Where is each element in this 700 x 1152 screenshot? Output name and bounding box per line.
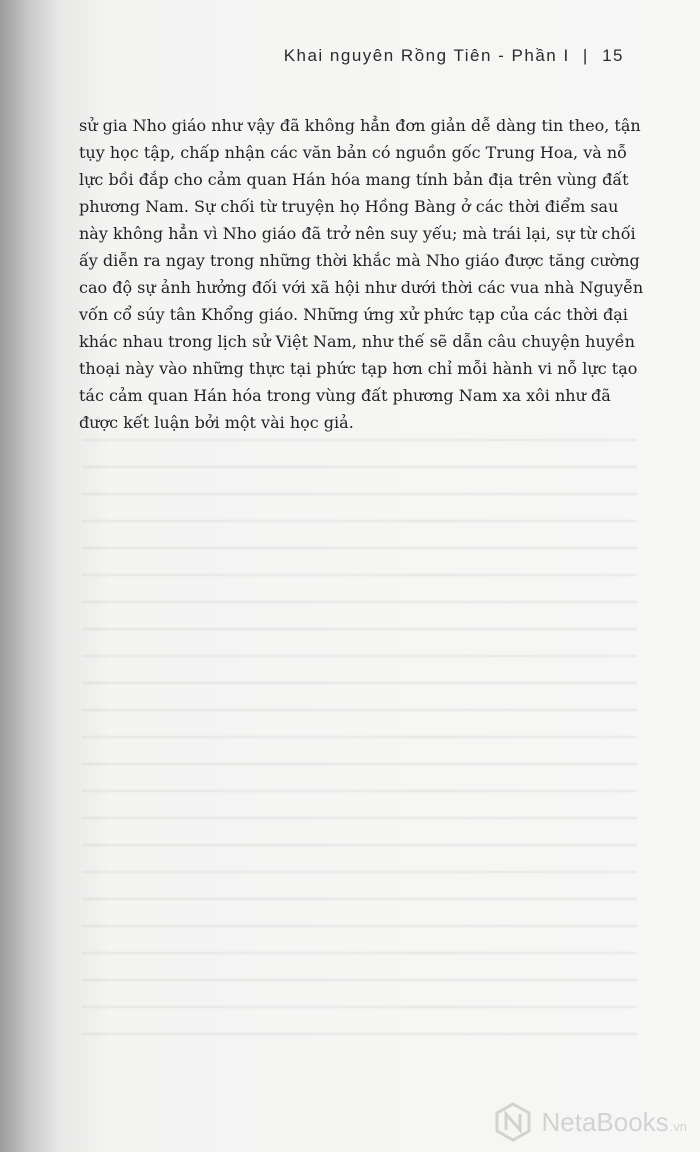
header-title: Khai nguyên Rồng Tiên - Phần I	[283, 46, 570, 65]
header-separator: |	[582, 46, 589, 65]
text-line: được kết luận bởi một vài học giả.	[79, 413, 354, 432]
page-number: 15	[602, 46, 624, 65]
text-line: ấy diễn ra ngay trong những thời khắc mà Nho giáo được tăng cường	[79, 251, 640, 270]
watermark-suffix: .vn	[669, 1119, 687, 1134]
watermark	[493, 1102, 687, 1142]
text-line: tụy học tập, chấp nhận các văn bản có nguồn gốc Trung Hoa, và nỗ	[79, 143, 627, 162]
page-header	[284, 46, 624, 66]
text-line: tác cảm quan Hán hóa trong vùng đất phương Nam xa xôi như đã	[79, 386, 611, 405]
text-line: cao độ sự ảnh hưởng đối với xã hội như dưới thời các vua nhà Nguyễn	[79, 278, 644, 297]
text-line: khác nhau trong lịch sử Việt Nam, như thế sẽ dẫn câu chuyện huyền	[79, 332, 635, 351]
watermark-brand: NetaBooks	[541, 1107, 669, 1137]
text-line: lực bồi đắp cho cảm quan Hán hóa mang tính bản địa trên vùng đất	[79, 170, 629, 189]
text-line: này không hẳn vì Nho giáo đã trở nên suy yếu; mà trái lại, sự từ chối	[79, 224, 636, 243]
body-text	[79, 112, 644, 436]
netabooks-logo-icon	[493, 1102, 533, 1142]
text-line: vốn cổ súy tân Khổng giáo. Những ứng xử phức tạp của các thời đại	[79, 305, 628, 324]
show-through-text	[82, 425, 637, 1035]
text-line: sử gia Nho giáo như vậy đã không hẳn đơn giản dễ dàng tin theo, tận	[79, 116, 641, 135]
text-line: thoại này vào những thực tại phức tạp hơn chỉ mỗi hành vi nỗ lực tạo	[79, 359, 638, 378]
text-line: phương Nam. Sự chối từ truyện họ Hồng Bàng ở các thời điểm sau	[79, 197, 619, 216]
watermark-label	[541, 1109, 687, 1135]
